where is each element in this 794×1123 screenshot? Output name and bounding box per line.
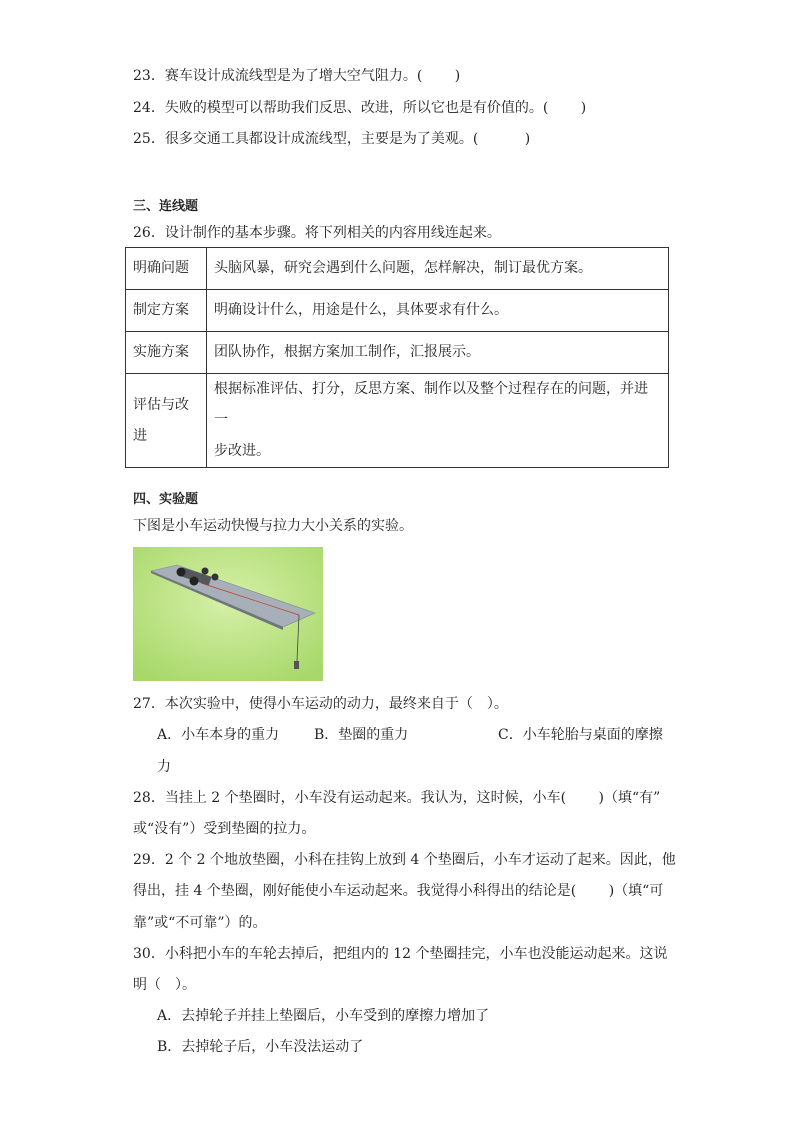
desc-line-2: 步改进。 xyxy=(214,443,270,459)
question-30: 30．小科把小车的车轮去掉后，把组内的 12 个垫圈挂完，小车也没能运动起来。这说 xyxy=(133,946,668,962)
table-row xyxy=(126,374,669,468)
question-25: 25．很多交通工具都设计成流线型，主要是为了美观。( ) xyxy=(133,131,531,147)
option-27c-cont: 力 xyxy=(157,759,171,775)
step-cell xyxy=(126,374,207,468)
option-30a: A．去掉轮子并挂上垫圈后，小车受到的摩擦力增加了 xyxy=(157,1008,490,1024)
desc-cell: 团队协作，根据方案加工制作，汇报展示。 xyxy=(207,332,669,374)
step-cell: 制定方案 xyxy=(126,290,207,332)
step-cell: 明确问题 xyxy=(126,248,207,290)
question-24: 24．失败的模型可以帮助我们反思、改进，所以它也是有价值的。( ) xyxy=(133,100,587,116)
question-27: 27．本次实验中，使得小车运动的动力，最终来自于（ ）。 xyxy=(133,696,508,712)
question-28-cont: 或“没有”）受到垫圈的拉力。 xyxy=(133,821,316,837)
desc-cell: 头脑风暴，研究会遇到什么问题，怎样解决，制订最优方案。 xyxy=(207,248,669,290)
question-29-cont: 得出，挂 4 个垫圈，刚好能使小车运动起来。我觉得小科得出的结论是( )（填“可 xyxy=(133,883,664,899)
experiment-image xyxy=(133,547,323,681)
question-28: 28．当挂上 2 个垫圈时，小车没有运动起来。我认为，这时候，小车( )（填“有” xyxy=(133,790,661,806)
option-27a: A．小车本身的重力 xyxy=(157,727,280,743)
desc-line-1: 根据标准评估、打分，反思方案、制作以及整个过程存在的问题，并进一 xyxy=(214,381,648,428)
table-row xyxy=(126,248,669,290)
question-29-cont2: 靠”或“不可靠”）的。 xyxy=(133,915,267,931)
question-26: 26．设计制作的基本步骤。将下列相关的内容用线连起来。 xyxy=(133,225,501,241)
table-row xyxy=(126,332,669,374)
section-3-heading: 三、连线题 xyxy=(133,199,199,214)
step-line-1: 评估与改 xyxy=(133,396,189,413)
option-27b: B．垫圈的重力 xyxy=(314,727,409,743)
step-cell: 实施方案 xyxy=(126,332,207,374)
desc-cell: 明确设计什么，用途是什么，具体要求有什么。 xyxy=(207,290,669,332)
question-30-cont: 明（ ）。 xyxy=(133,977,196,993)
desc-cell xyxy=(207,374,669,468)
table-row xyxy=(126,290,669,332)
section-4-heading: 四、实验题 xyxy=(133,492,199,507)
question-23: 23．赛车设计成流线型是为了增大空气阻力。( ) xyxy=(133,68,461,84)
matching-table xyxy=(125,247,669,468)
option-27c: C．小车轮胎与桌面的摩擦 xyxy=(498,727,663,743)
question-29: 29．2 个 2 个地放垫圈，小科在挂钩上放到 4 个垫圈后，小车才运动了起来。因此，他 xyxy=(133,852,676,868)
experiment-intro: 下图是小车运动快慢与拉力大小关系的实验。 xyxy=(133,518,413,534)
option-30b: B．去掉轮子后，小车没法运动了 xyxy=(157,1039,364,1055)
step-line-2: 进 xyxy=(133,427,147,444)
cart-experiment-illustration xyxy=(133,547,323,681)
